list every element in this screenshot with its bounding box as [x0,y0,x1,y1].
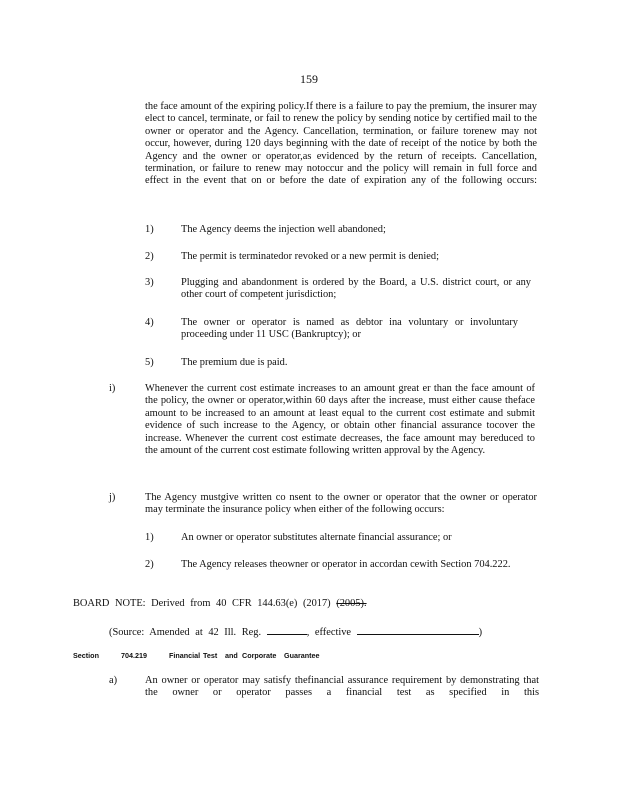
section-title-word: and [225,651,238,660]
item-j-text: The Agency mustgive written co nsent to the owner or operator that the owner or operator may terminate the insurance policy when either of the following occurs: [145,492,537,516]
occurrence-number: 3) [145,277,154,288]
termination-text: An owner or operator substitutes alternate financial assurance; or [181,532,452,543]
effective-date-blank [357,625,479,635]
occurrence-text: The premium due is paid. [181,357,288,368]
source-note [109,625,482,639]
source-middle: , effective [306,627,352,638]
section-heading [73,651,373,660]
section-number: 704.219 [121,651,147,660]
item-i-marker: i) [109,383,116,394]
occurrence-text: Plugging and abandonment is ordered by the Board, a U.S. district court, or any other court of competent jurisdiction; [181,277,531,301]
section-title-word: Test [203,651,218,660]
occurrence-text: The Agency deems the injection well abandoned; [181,224,386,235]
item-a-marker: a) [109,675,118,686]
occurrence-number: 1) [145,224,154,235]
termination-text: The Agency releases theowner or operator in accordan cewith Section 704.222. [181,559,511,570]
section-title-word: Financial [169,651,201,660]
occurrence-number: 2) [145,251,154,262]
item-i-text: Whenever the current cost estimate increases to an amount great er than the face amount of the policy, the owner or operator,within 60 days after the increase, must either cause theface amount to be increased to an amount at least equal to the current cost estimate and submit evidence of such increase to the Agency, or obtain other financial assurance tocover the increase. Whenever the current cost estimate decreases, the face amount may bereduced to the amount of the current cost estimate following written approval by the Agency. [145,383,535,457]
page-number: 159 [300,72,318,86]
source-close: ) [478,627,483,638]
section-label: Section [73,651,99,660]
termination-number: 1) [145,532,154,543]
source-open: (Source: Amended at 42 Ill. Reg. [109,627,262,638]
item-a-text: An owner or operator may satisfy thefinancial assurance requirement by demonstrating that the owner or operator passes a financial test as specified in this [145,675,539,699]
termination-number: 2) [145,559,154,570]
occurrence-text: The owner or operator is named as debtor ina voluntary or involuntary proceeding under 11 USC (Bankruptcy); or [181,317,518,341]
occurrence-text: The permit is terminatedor revoked or a new permit is denied; [181,251,439,262]
intro-paragraph: the face amount of the expiring policy.If there is a failure to pay the premium, the insurer may elect to cancel, terminate, or fail to renew the policy by sending notice by certified mail to the owner or operator and the Agency. Cancellation, termination, or failure torenew may not occur, however, during 120 days beginning with the date of receipt of the notice by both the Agency and the owner or operator,as evidenced by the return of receipts. Cancellation, termination, or failure to renew may notoccur and the policy will remain in full force and effect in the event that on or before the date of expiration any of the following occurs: [145,101,537,187]
occurrence-number: 4) [145,317,154,328]
board-note-struck: (2005). [336,598,367,609]
item-j-marker: j) [109,492,116,503]
register-blank [267,625,307,635]
section-title-word: Corporate [242,651,277,660]
occurrence-number: 5) [145,357,154,368]
board-note-text: BOARD NOTE: Derived from 40 CFR 144.63(e) (2017) [73,598,331,609]
board-note [73,598,367,610]
section-title-word: Guarantee [284,651,320,660]
